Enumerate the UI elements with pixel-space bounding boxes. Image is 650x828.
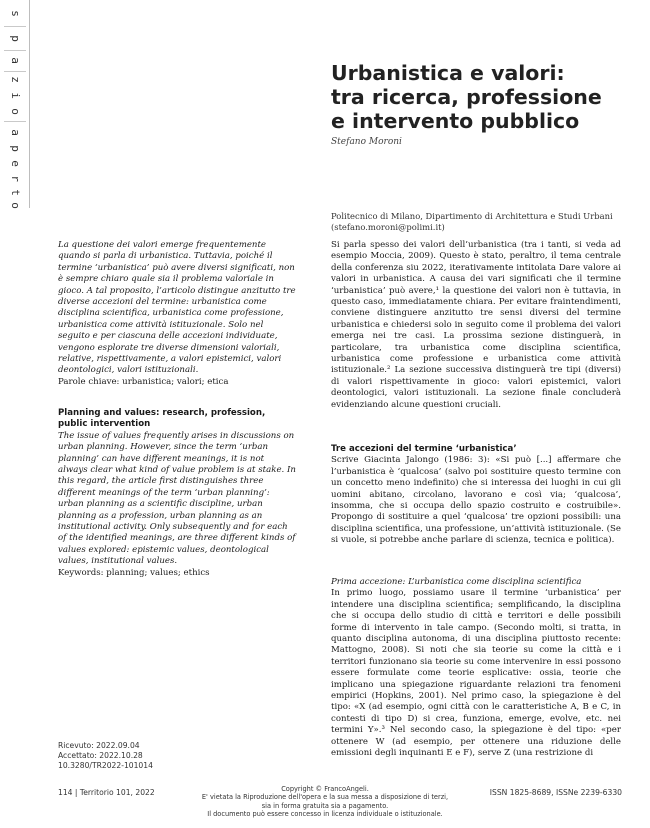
issn: ISSN 1825-8689, ISSNe 2239-6330 — [489, 788, 622, 797]
section-tre-accezioni — [331, 444, 621, 547]
intro-paragraph: Si parla spesso dei valori dell’urbanistica (tra i tanti, si veda ad esempio Moccia, 2009). Questo è stato, peraltro, il tema centrale della conferenza siu 2022, iterativamente intitolata Dare valore ai valori in urbanistica. A causa dei vari significati che il termine ‘urbanistica’ può avere,¹ la questione dei valori non è tuttavia, in questo caso, immediatamente chiara. Per evitare fraintendimenti, conviene distinguere anzitutto tre sensi diversi del termine urbanistica e chiedersi solo in seguito come il problema dei valori emerga nei tre casi. La prossima sezione distinguerà, in particolare, tra urbanistica come disciplina scientifica, urbanistica come professione e urbanistica come attività istituzionale.² La sezione successiva distinguerà tre tipi (diversi) di valori rispettivamente in gioco: valori epistemici, valori deontologici, valori istituzionali. La sezione finale concluderà evidenziando alcune questioni cruciali. — [331, 240, 621, 410]
side-tab-letter: a — [8, 56, 22, 64]
side-tab-letter: a — [8, 128, 22, 136]
author-affiliation — [331, 211, 631, 233]
title-line: e intervento pubblico — [331, 109, 580, 133]
side-tab-letter: t — [8, 188, 22, 196]
title-line: Urbanistica e valori: — [331, 61, 565, 85]
body-intro — [331, 240, 621, 411]
author-name: Stefano Moroni — [331, 137, 402, 147]
abstract-english-text: The issue of values frequently arises in discussions on urban planning. However, since the term ‘urban planning’ can have different meanings, it is not always clear what kind of value problem is at stake. In this regard, the article first distinguishes three different meanings of the term ‘urban planning’: urban planning as a scientific discipline, urban planning as a profession, urban planning as an institutional activity. Only subsequently and for each of the identified meanings, are three different kinds of values explored: epistemic values, deontological values, institutional values. — [58, 430, 296, 567]
received-date: Ricevuto: 2022.09.04 — [58, 741, 140, 750]
abstract-english-title: Planning and values: research, profession, public intervention — [58, 408, 266, 430]
side-tab-letter: o — [8, 107, 22, 115]
affiliation-line: Politecnico di Milano, Dipartimento di Architettura e Studi Urbani — [331, 211, 613, 221]
title-line: tra ricerca, professione — [331, 85, 602, 109]
accepted-date: Accettato: 2022.10.28 — [58, 751, 143, 760]
section-title: Tre accezioni del termine ‘urbanistica’ — [331, 444, 517, 454]
side-tab-letter: p — [8, 34, 22, 42]
page-folio: 114 | Territorio 101, 2022 — [58, 788, 155, 797]
section-paragraph: Scrive Giacinta Jalongo (1986: 3): «Si può [...] affermare che l’urbanistica è ‘qualcosa’ (salvo poi sostituire questo termine con un concetto meno indefinito) che si interessa dei luoghi in cui gli uomini abitano, circolano, lavorano e così via; ‘qualcosa’, insomma, che si occupa dello spazio costruito e costruibile». Propongo di sostituire a quel ‘qualcosa’ tre opzioni possibili: una disciplina scientifica, una professione, un’attività istituzionale. (Se si vuole, si potrebbe anche parlare di scienza, tecnica e politica). — [331, 455, 621, 546]
subsection-prima-accezione — [331, 577, 621, 760]
copyright-notice — [185, 785, 465, 819]
copyright-line: sia in forma gratuita sia a pagamento. — [261, 801, 389, 810]
article-dates — [58, 741, 153, 771]
side-tab-letter: p — [8, 144, 22, 152]
side-tab-letter: o — [8, 201, 22, 209]
copyright-line: Copyright © FrancoAngeli. — [281, 785, 369, 793]
abstract-english-keywords: Keywords: planning; values; ethics — [58, 567, 210, 578]
side-tab-letter: r — [8, 174, 22, 182]
abstract-italian — [58, 240, 296, 388]
side-tab-letter: i — [8, 91, 22, 99]
copyright-line: Il documento può essere concesso in licenza individuale o istituzionale. — [207, 810, 443, 819]
side-tab-letter: s — [8, 9, 22, 17]
abstract-italian-text: La questione dei valori emerge frequentemente quando si parla di urbanistica. Tuttavia, poiché il termine ‘urbanistica’ può avere diversi significati, non è sempre chiaro quale sia il problema valoriale in gioco. A tal proposito, l’articolo distingue anzitutto tre diverse accezioni del termine: urbanistica come disciplina scientifica, urbanistica come professione, urbanistica come attività istituzionale. Solo nel seguito e per ciascuna delle accezioni individuate, vengono esplorate tre diverse dimensioni valoriali, relative, rispettivamente, a valori epistemici, valori deontologici, valori istituzionali. — [58, 240, 296, 376]
copyright-line: E' vietata la Riproduzione dell'opera e la sua messa a disposizione di terzi, — [201, 793, 449, 802]
side-tab-letter: z — [8, 75, 22, 83]
article-title — [331, 61, 631, 133]
side-tab-letter: e — [8, 159, 22, 167]
side-tab-spazio-aperto — [0, 0, 30, 208]
side-tab-rule — [29, 0, 30, 208]
subsection-title: Prima accezione: L’urbanistica come disciplina scientifica — [331, 577, 582, 587]
doi: 10.3280/TR2022-101014 — [58, 761, 153, 770]
subsection-paragraph: In primo luogo, possiamo usare il termine ‘urbanistica’ per intendere una disciplina scientifica; semplificando, la disciplina che si occupa dello studio di città e territori e delle possibili forme di intervento in tale campo. (Secondo molti, si tratta, in quanto disciplina autonoma, di una disciplina piuttosto recente: Mattogno, 2008). Si noti che sia teorie su come la città e i territori funzionano sia teorie su come intervenire in essi possono essere formulate come teorie esplicative: ossia, teorie che implicano una spiegazione riguardante relazioni tra fenomeni empirici (Hopkins, 2001). Nel primo caso, la spiegazione è del tipo: «X (ad esempio, ogni città con le caratteristiche A, B e C, in contesti di tipo D) si crea, funziona, emerge, evolve, etc. nei termini Y».³ Nel secondo caso, la spiegazione è del tipo: «per ottenere W (ad esempio, per ottenere una riduzione delle emissioni degli inquinanti E e F), serve Z (una restrizione di — [331, 588, 621, 759]
abstract-italian-keywords: Parole chiave: urbanistica; valori; etica — [58, 376, 229, 387]
abstract-english — [58, 408, 296, 579]
affiliation-email: (stefano.moroni@polimi.it) — [331, 222, 445, 232]
